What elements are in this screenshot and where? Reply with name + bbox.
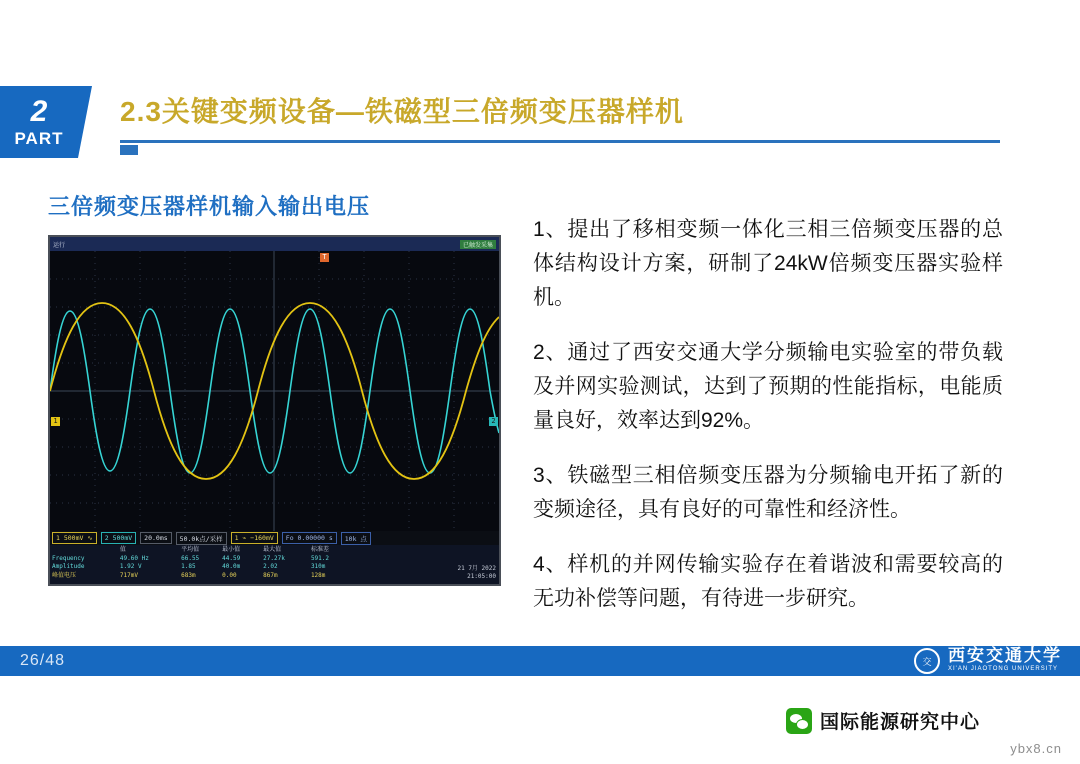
title-block xyxy=(120,90,1010,143)
body-paragraph-2: 2、通过了西安交通大学分频输电实验室的带负载及并网实验测试，达到了预期的性能指标，电能质量良好，效率达到92%。 xyxy=(533,341,1003,432)
scope-trigger-status: 已触发采集 xyxy=(460,240,496,249)
left-column xyxy=(48,190,518,586)
body-paragraph-4: 4、样机的并网传输实验存在着谐波和需要较高的无功补偿等问题，有待进一步研究。 xyxy=(533,553,1003,610)
measure-value: 717mV xyxy=(119,571,138,579)
measure-sd: 591.2 xyxy=(310,554,329,562)
wechat-watermark xyxy=(786,707,980,734)
scope-timestamp xyxy=(457,565,496,581)
title-divider xyxy=(120,140,1000,143)
scope-chip-samplerate: 50.0k点/采样 xyxy=(176,532,227,545)
measure-value: 49.60 Hz xyxy=(119,554,149,562)
measure-col-sd: 标准差 xyxy=(310,546,329,553)
wechat-account-name: 国际能源研究中心 xyxy=(819,712,980,733)
page-title: 2.3关键变频设备—铁磁型三倍频变压器样机 xyxy=(120,96,684,127)
scope-run-status: 运行 xyxy=(53,241,66,249)
measure-col-min: 最小值 xyxy=(222,546,241,553)
scope-date: 21 7月 2022 xyxy=(457,565,496,572)
measure-min: 0.00 xyxy=(222,571,237,579)
measure-min: 44.59 xyxy=(222,554,241,562)
measure-label: Frequency xyxy=(52,554,85,562)
measure-label: 峰值电压 xyxy=(52,571,77,579)
part-word: PART xyxy=(14,129,64,148)
measure-col-value: 值 xyxy=(119,546,126,553)
site-watermark: ybx8.cn xyxy=(1010,741,1062,756)
title-divider-cap xyxy=(120,145,138,155)
section-subheading: 三倍频变压器样机输入输出电压 xyxy=(48,194,371,219)
table-row xyxy=(52,563,352,572)
scope-channel-bar xyxy=(50,531,499,545)
measure-max: 27.27k xyxy=(263,554,285,562)
university-name-cn: 西安交通大学 xyxy=(948,646,1062,666)
measure-sd: 310m xyxy=(310,563,326,570)
scope-chip-trigger-pos: Fo 0.00000 s xyxy=(282,532,337,544)
right-column xyxy=(533,192,1003,620)
measure-col-blank xyxy=(52,546,120,555)
channel-1-marker: 1 xyxy=(51,417,60,426)
scope-chip-record-length: 10k 点 xyxy=(341,532,371,545)
university-logo xyxy=(914,648,1062,674)
measure-col-avg: 平均值 xyxy=(181,546,200,553)
body-paragraph-1: 1、提出了移相变频一体化三相三倍频变压器的总体结构设计方案，研制了24kW倍频变压器实验样机。 xyxy=(533,218,1003,309)
scope-status-bar xyxy=(50,237,499,251)
scope-chip-timebase: 20.0ms xyxy=(140,532,171,544)
table-header-row xyxy=(52,546,352,555)
measure-sd: 128m xyxy=(310,571,326,579)
page-indicator: 26/48 xyxy=(20,652,66,669)
scope-waveform-plot xyxy=(50,251,499,531)
part-badge xyxy=(0,86,78,158)
measure-min: 40.0m xyxy=(222,563,241,570)
scope-time-value: 21:05:00 xyxy=(467,573,496,580)
measure-value: 1.92 V xyxy=(119,563,142,570)
scope-measurement-table xyxy=(50,545,499,584)
body-paragraph-3: 3、铁磁型三相倍频变压器为分频输电开拓了新的变频途径，具有良好的可靠性和经济性。 xyxy=(533,464,1003,521)
measure-avg: 66.55 xyxy=(181,554,200,562)
university-name-block xyxy=(948,648,1062,674)
university-name-en: XI'AN JIAOTONG UNIVERSITY xyxy=(948,666,1059,672)
university-seal-icon: 交 xyxy=(914,648,940,674)
table-row xyxy=(52,572,352,581)
measure-col-max: 最大值 xyxy=(263,546,282,553)
measure-label: Amplitude xyxy=(52,563,85,570)
measure-max: 2.02 xyxy=(263,563,278,570)
trigger-marker: T xyxy=(320,253,329,262)
scope-chip-ch2: 2 500mV xyxy=(101,532,136,544)
measure-avg: 683m xyxy=(181,571,196,579)
oscilloscope-screenshot xyxy=(48,235,501,586)
measure-max: 867m xyxy=(263,571,278,579)
channel-2-marker: 2 xyxy=(489,417,498,426)
scope-chip-ch1: 1 500mV ∿ xyxy=(52,532,97,544)
wechat-icon xyxy=(786,708,812,734)
scope-chip-triggerlevel: 1 ⌁ −160mV xyxy=(231,532,278,544)
part-number: 2 xyxy=(30,95,48,128)
table-row xyxy=(52,555,352,564)
measure-avg: 1.85 xyxy=(181,563,196,570)
